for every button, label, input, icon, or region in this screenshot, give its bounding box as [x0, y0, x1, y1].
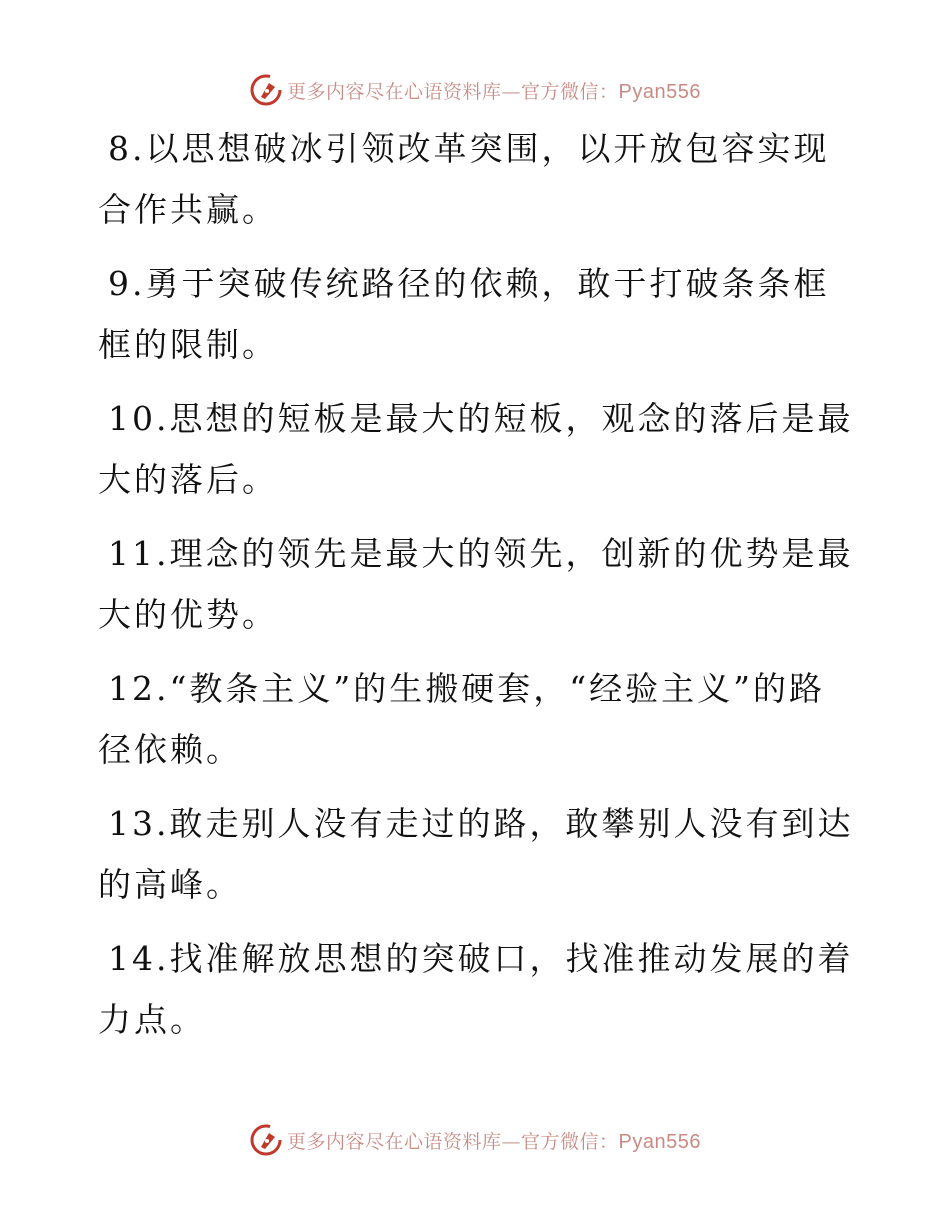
list-item: 10.思想的短板是最大的短板，观念的落后是最大的落后。	[98, 399, 854, 499]
list-item: 9.勇于突破传统路径的依赖，敢于打破条条框框的限制。	[98, 264, 830, 364]
header-separator: —	[501, 80, 522, 103]
footer-text	[287, 1127, 701, 1154]
list-item: 12.“教条主义”的生搬硬套，“经验主义”的路径依赖。	[98, 669, 825, 769]
list-item: 8.以思想破冰引领改革突围，以开放包容实现合作共赢。	[98, 129, 830, 229]
header-brand: 更多内容尽在心语资料库	[287, 80, 502, 103]
footer-wechat-id: Pyan556	[618, 1130, 701, 1153]
footer-brand: 更多内容尽在心语资料库	[287, 1130, 502, 1153]
list-item: 14.找准解放思想的突破口，找准推动发展的着力点。	[98, 939, 854, 1039]
document-body	[98, 118, 858, 1063]
footer-wechat-label: 官方微信：	[521, 1130, 619, 1153]
header-text	[287, 77, 701, 104]
list-item: 13.敢走别人没有走过的路，敢攀别人没有到达的高峰。	[98, 804, 854, 904]
pen-nib-logo-icon	[249, 73, 283, 107]
footer-separator: —	[501, 1130, 522, 1153]
header-wechat-label: 官方微信：	[521, 80, 619, 103]
footer-banner	[0, 1120, 950, 1160]
header-banner	[0, 70, 950, 110]
list-item: 11.理念的领先是最大的领先，创新的优势是最大的优势。	[98, 534, 854, 634]
pen-nib-logo-icon	[249, 1123, 283, 1157]
header-wechat-id: Pyan556	[618, 80, 701, 103]
